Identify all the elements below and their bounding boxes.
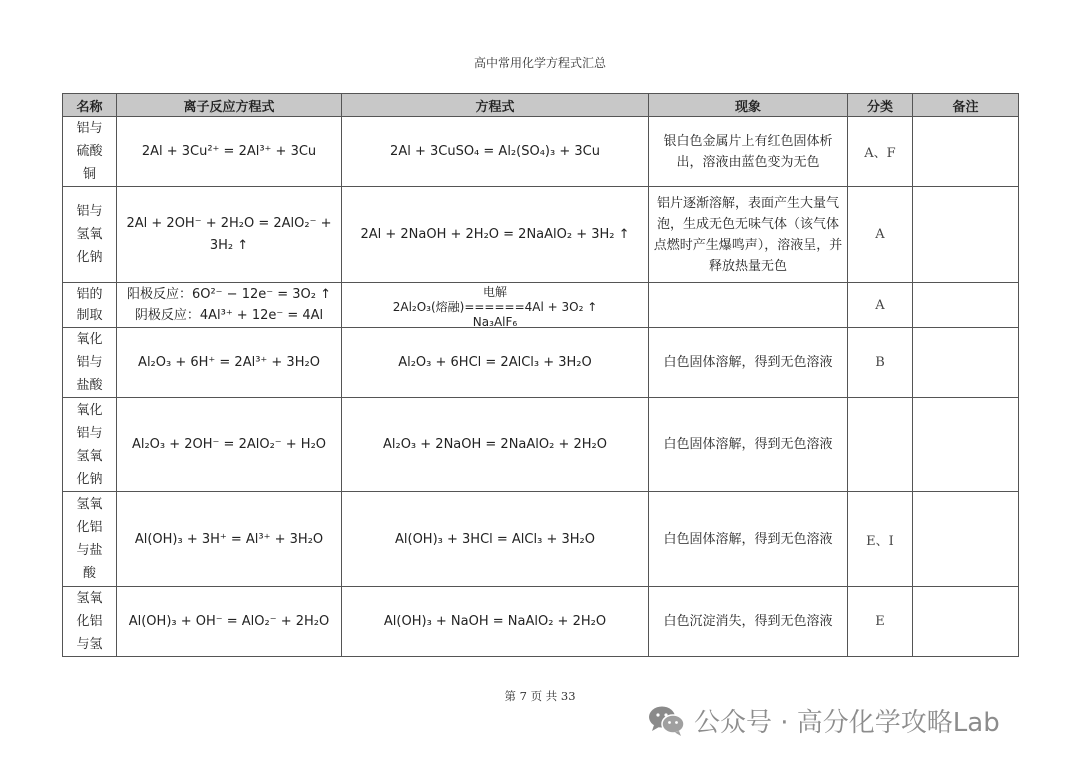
category-cell: B (848, 328, 913, 398)
name-line: 制取 (76, 308, 103, 323)
category-cell: E、I (848, 492, 913, 587)
name-line: 氢氧 (76, 497, 103, 512)
category-cell: E (848, 587, 913, 657)
table-row (63, 187, 1019, 283)
name-line: 化钠 (76, 471, 103, 487)
equation-table (62, 93, 1019, 657)
note-cell (913, 398, 1019, 492)
table-row (63, 117, 1019, 187)
name-line: 氧化 (76, 332, 103, 347)
name-line: 铜 (82, 167, 96, 182)
table-row (63, 492, 1019, 587)
col-header-note: 备注 (913, 94, 1019, 117)
name-line: 氢氧 (76, 227, 103, 242)
reaction-name-cell (63, 117, 117, 187)
ionic-equation-cell: Al₂O₃ + 6H⁺ = 2Al³⁺ + 3H₂O (117, 328, 342, 398)
page-number: 第 7 页 共 33 (504, 689, 576, 703)
category-cell: A (848, 187, 913, 283)
phenomenon-cell: 白色固体溶解，得到无色溶液 (649, 398, 848, 492)
cathode-reaction: 阴极反应：4Al³⁺ + 12e⁻ = 4Al (134, 308, 324, 323)
equation-cell: Al₂O₃ + 6HCl = 2AlCl₃ + 3H₂O (342, 328, 649, 398)
electrolysis-equation (346, 283, 644, 327)
reaction-catalyst: Na₃AlF₆ (472, 315, 518, 327)
name-line: 铝与 (76, 204, 103, 219)
equation-cell: 2Al + 3CuSO₄ = Al₂(SO₄)₃ + 3Cu (342, 117, 649, 187)
col-header-name: 名称 (63, 94, 117, 117)
equation-cell (342, 283, 649, 328)
wechat-icon (648, 705, 686, 737)
category-cell (848, 398, 913, 492)
name-line: 化铝 (76, 614, 103, 629)
phenomenon-cell: 铝片逐渐溶解，表面产生大量气泡，生成无色无味气体（该气体点燃时产生爆鸣声），溶液呈，并释放热量无色 (649, 187, 848, 283)
equation-main: 2Al₂O₃(熔融)======4Al + 3O₂ ↑ (392, 300, 598, 314)
col-header-ionic: 离子反应方程式 (117, 94, 342, 117)
category-cell: A (848, 283, 913, 328)
reaction-name-cell (63, 587, 117, 657)
name-line: 氢氧 (76, 591, 103, 606)
equation-cell: Al(OH)₃ + 3HCl = AlCl₃ + 3H₂O (342, 492, 649, 587)
watermark-text: 公众号 · 高分化学攻略Lab (694, 708, 1000, 738)
reaction-name-cell (63, 328, 117, 398)
table-row (63, 398, 1019, 492)
category-cell: A、F (848, 117, 913, 187)
name-line: 与氢 (76, 637, 103, 652)
name-line: 酸 (82, 566, 96, 581)
name-line: 铝与 (76, 425, 103, 441)
col-header-equation: 方程式 (342, 94, 649, 117)
name-line: 氢氧 (76, 448, 103, 464)
table-header-row (63, 94, 1019, 117)
col-header-phenomenon: 现象 (649, 94, 848, 117)
equation-cell: Al₂O₃ + 2NaOH = 2NaAlO₂ + 2H₂O (342, 398, 649, 492)
phenomenon-cell: 白色固体溶解，得到无色溶液 (649, 492, 848, 587)
ionic-equation-cell (117, 283, 342, 328)
reaction-name-cell (63, 283, 117, 328)
table-row (63, 328, 1019, 398)
watermark (648, 702, 1000, 739)
reaction-name-cell (63, 492, 117, 587)
reaction-name-cell (63, 187, 117, 283)
page-title: 高中常用化学方程式汇总 (473, 56, 606, 70)
ionic-equation-cell: 2Al + 3Cu²⁺ = 2Al³⁺ + 3Cu (117, 117, 342, 187)
name-line: 铝与 (76, 355, 103, 370)
name-line: 硫酸 (76, 144, 103, 159)
name-line: 氧化 (76, 402, 103, 418)
col-header-category: 分类 (848, 94, 913, 117)
note-cell (913, 117, 1019, 187)
reaction-condition: 电解 (482, 285, 507, 299)
note-cell (913, 328, 1019, 398)
phenomenon-cell: 白色沉淀消失，得到无色溶液 (649, 587, 848, 657)
phenomenon-cell: 银白色金属片上有红色固体析出，溶液由蓝色变为无色 (649, 117, 848, 187)
table-row (63, 587, 1019, 657)
equation-cell: Al(OH)₃ + NaOH = NaAlO₂ + 2H₂O (342, 587, 649, 657)
name-line: 铝的 (76, 287, 103, 302)
name-line: 与盐 (76, 543, 103, 558)
table-row (63, 283, 1019, 328)
anode-reaction: 阳极反应：6O²⁻ − 12e⁻ = 3O₂ ↑ (126, 287, 332, 302)
equation-cell: 2Al + 2NaOH + 2H₂O = 2NaAlO₂ + 3H₂ ↑ (342, 187, 649, 283)
ionic-equation-cell: Al(OH)₃ + OH⁻ = AlO₂⁻ + 2H₂O (117, 587, 342, 657)
note-cell (913, 283, 1019, 328)
note-cell (913, 587, 1019, 657)
phenomenon-cell (649, 283, 848, 328)
name-line: 盐酸 (76, 378, 103, 393)
name-line: 化铝 (76, 520, 103, 535)
note-cell (913, 492, 1019, 587)
name-line: 化钠 (76, 250, 103, 265)
note-cell (913, 187, 1019, 283)
ionic-equation-cell: Al₂O₃ + 2OH⁻ = 2AlO₂⁻ + H₂O (117, 398, 342, 492)
ionic-equation-cell: 2Al + 2OH⁻ + 2H₂O = 2AlO₂⁻ + 3H₂ ↑ (117, 187, 342, 283)
reaction-name-cell (63, 398, 117, 492)
phenomenon-cell: 白色固体溶解，得到无色溶液 (649, 328, 848, 398)
name-line: 铝与 (76, 121, 103, 136)
ionic-equation-cell: Al(OH)₃ + 3H⁺ = Al³⁺ + 3H₂O (117, 492, 342, 587)
